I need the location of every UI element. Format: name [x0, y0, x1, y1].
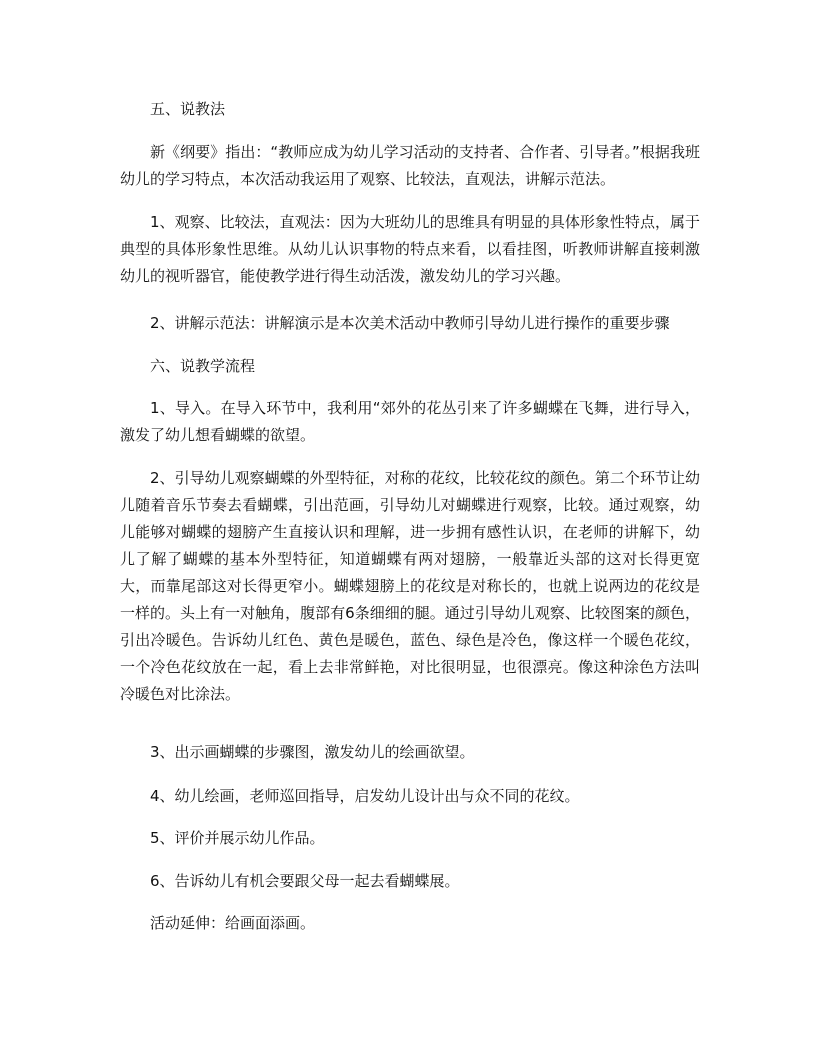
paragraph-step-introduction: 1、导入。在导入环节中，我利用“郊外的花丛引来了许多蝴蝶在飞舞，进行导入，激发了幼儿想看蝴蝶的欲望。	[120, 399, 700, 444]
paragraph-guideline-intro: 新《纲要》指出：“教师应成为幼儿学习活动的支持者、合作者、引导者。”根据我班幼儿的学习特点，本次活动我运用了观察、比较法，直观法，讲解示范法。	[120, 143, 700, 188]
paragraph-step-exhibition: 6、告诉幼儿有机会要跟父母一起去看蝴蝶展。	[150, 872, 460, 890]
section-heading-teaching-methods: 五、说教法	[150, 100, 226, 118]
paragraph-activity-extension: 活动延伸：给画面添画。	[150, 914, 316, 932]
paragraph-observation-method: 1、观察、比较法，直观法：因为大班幼儿的思维具有明显的具体形象性特点，属于典型的具体形象性思维。从幼儿认识事物的特点来看，以看挂图，听教师讲解直接刺激幼儿的视听器官，能使教学进行得生动活泼，激发幼儿的学习兴趣。	[120, 213, 700, 285]
paragraph-step-observation: 2、引导幼儿观察蝴蝶的外型特征，对称的花纹，比较花纹的颜色。第二个环节让幼儿随着音乐节奏去看蝴蝶，引出范画，引导幼儿对蝴蝶进行观察，比较。通过观察，幼儿能够对蝴蝶的翅膀产生直接认识和理解，进一步拥有感性认识，在老师的讲解下，幼儿了解了蝴蝶的基本外型特征，知道蝴蝶有两对翅膀，一般靠近头部的这对长得更宽大，而靠尾部这对长得更窄小。蝴蝶翅膀上的花纹是对称长的，也就上说两边的花纹是一样的。头上有一对触角，腹部有6条细细的腿。通过引导幼儿观察、比较图案的颜色，引出冷暖色。告诉幼儿红色、黄色是暖色，蓝色、绿色是冷色，像这样一个暖色花纹，一个冷色花纹放在一起，看上去非常鲜艳，对比很明显，也很漂亮。像这种涂色方法叫冷暖色对比涂法。	[120, 469, 700, 703]
section-heading-teaching-process: 六、说教学流程	[150, 357, 256, 375]
paragraph-step-drawing: 4、幼儿绘画，老师巡回指导，启发幼儿设计出与众不同的花纹。	[150, 787, 580, 805]
paragraph-step-evaluation: 5、评价并展示幼儿作品。	[150, 829, 325, 847]
paragraph-step-demonstration: 3、出示画蝴蝶的步骤图，激发幼儿的绘画欲望。	[150, 743, 475, 761]
paragraph-demonstration-method: 2、讲解示范法：讲解演示是本次美术活动中教师引导幼儿进行操作的重要步骤	[150, 314, 670, 332]
